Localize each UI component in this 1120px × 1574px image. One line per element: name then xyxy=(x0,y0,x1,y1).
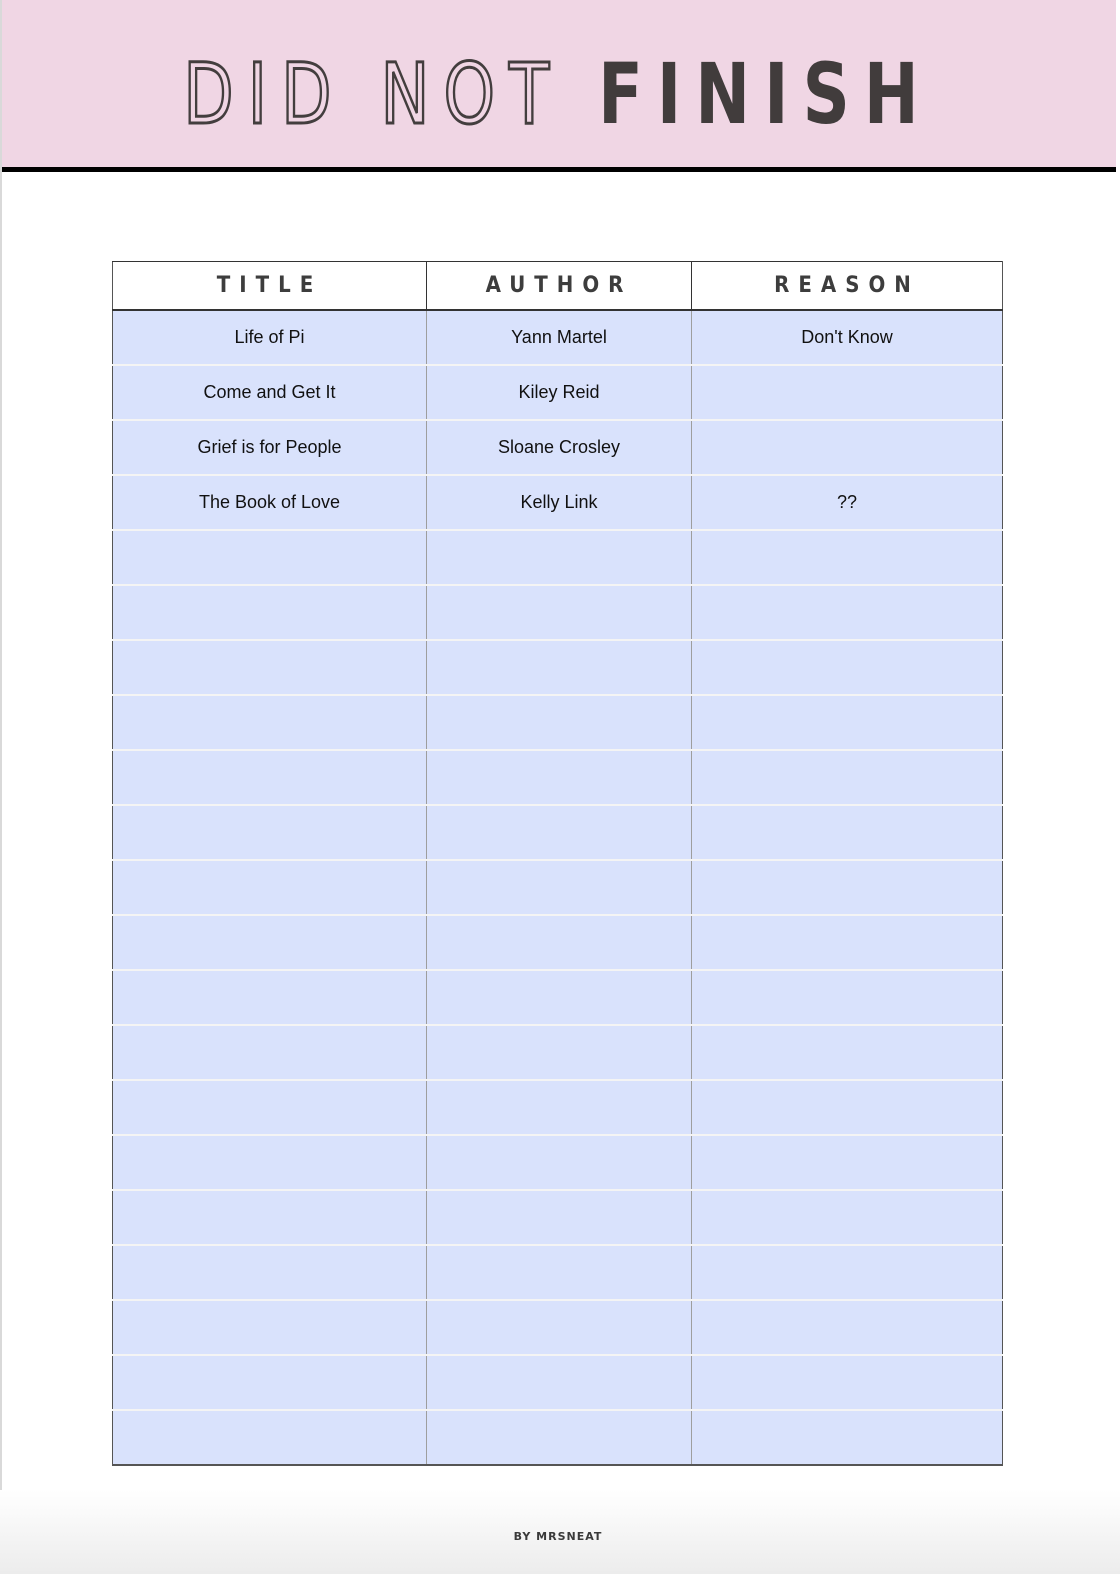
table-row xyxy=(113,1300,1003,1355)
title-cell[interactable]: The Book of Love xyxy=(113,475,427,530)
reason-cell[interactable] xyxy=(692,915,1003,970)
title-cell[interactable]: Come and Get It xyxy=(113,365,427,420)
reason-cell[interactable] xyxy=(692,420,1003,475)
author-cell[interactable] xyxy=(427,530,692,585)
dnf-table-container xyxy=(112,261,1002,1466)
reason-cell[interactable] xyxy=(692,585,1003,640)
author-cell[interactable]: Sloane Crosley xyxy=(427,420,692,475)
table-row xyxy=(113,1245,1003,1300)
reason-cell[interactable] xyxy=(692,750,1003,805)
table-row xyxy=(113,1355,1003,1410)
table-row xyxy=(113,640,1003,695)
column-header-author: AUTHOR xyxy=(427,262,692,311)
title-cell[interactable]: Grief is for People xyxy=(113,420,427,475)
author-cell[interactable] xyxy=(427,1410,692,1465)
title-cell[interactable] xyxy=(113,530,427,585)
reason-cell[interactable] xyxy=(692,805,1003,860)
page-edge xyxy=(0,0,2,1574)
author-cell[interactable] xyxy=(427,805,692,860)
title-cell[interactable] xyxy=(113,970,427,1025)
title-cell[interactable] xyxy=(113,750,427,805)
reason-cell[interactable] xyxy=(692,695,1003,750)
reason-cell[interactable] xyxy=(692,1135,1003,1190)
author-cell[interactable] xyxy=(427,970,692,1025)
table-row xyxy=(113,860,1003,915)
table-row xyxy=(113,530,1003,585)
table-row xyxy=(113,1025,1003,1080)
author-cell[interactable] xyxy=(427,1135,692,1190)
table-row xyxy=(113,750,1003,805)
header-divider xyxy=(2,167,1116,172)
table-row xyxy=(113,365,1003,420)
author-cell[interactable] xyxy=(427,915,692,970)
column-header-title: TITLE xyxy=(113,262,427,311)
reason-cell[interactable] xyxy=(692,530,1003,585)
dnf-table xyxy=(112,261,1003,1466)
title-cell[interactable] xyxy=(113,1355,427,1410)
author-cell[interactable] xyxy=(427,1190,692,1245)
reason-cell[interactable] xyxy=(692,1300,1003,1355)
reason-cell[interactable] xyxy=(692,1080,1003,1135)
author-cell[interactable]: Kiley Reid xyxy=(427,365,692,420)
title-cell[interactable] xyxy=(113,585,427,640)
table-row xyxy=(113,585,1003,640)
author-cell[interactable] xyxy=(427,750,692,805)
author-cell[interactable] xyxy=(427,640,692,695)
footer-credit: BY MRSNEAT xyxy=(513,1530,603,1543)
reason-cell[interactable] xyxy=(692,860,1003,915)
reason-cell[interactable] xyxy=(692,1410,1003,1465)
table-row xyxy=(113,475,1003,530)
reason-cell[interactable] xyxy=(692,365,1003,420)
table-row xyxy=(113,1190,1003,1245)
author-cell[interactable] xyxy=(427,1245,692,1300)
author-cell[interactable] xyxy=(427,1300,692,1355)
table-row xyxy=(113,805,1003,860)
reason-cell[interactable] xyxy=(692,970,1003,1025)
title-cell[interactable] xyxy=(113,1300,427,1355)
table-row xyxy=(113,1410,1003,1465)
title-cell[interactable] xyxy=(113,640,427,695)
title-cell[interactable] xyxy=(113,1135,427,1190)
reason-cell[interactable]: ?? xyxy=(692,475,1003,530)
reason-cell[interactable] xyxy=(692,1190,1003,1245)
author-cell[interactable]: Yann Martel xyxy=(427,310,692,365)
table-header-row xyxy=(113,262,1003,311)
title-cell[interactable] xyxy=(113,1190,427,1245)
author-cell[interactable] xyxy=(427,1080,692,1135)
title-cell[interactable] xyxy=(113,860,427,915)
title-cell[interactable] xyxy=(113,1080,427,1135)
reason-cell[interactable] xyxy=(692,1245,1003,1300)
table-row xyxy=(113,310,1003,365)
table-row xyxy=(113,915,1003,970)
title-cell[interactable] xyxy=(113,1025,427,1080)
reason-cell[interactable]: Don't Know xyxy=(692,310,1003,365)
title-cell[interactable] xyxy=(113,1410,427,1465)
author-cell[interactable] xyxy=(427,585,692,640)
page-title-bold: FINISH xyxy=(598,45,933,143)
table-row xyxy=(113,695,1003,750)
title-cell[interactable] xyxy=(113,1245,427,1300)
author-cell[interactable] xyxy=(427,1025,692,1080)
author-cell[interactable]: Kelly Link xyxy=(427,475,692,530)
author-cell[interactable] xyxy=(427,1355,692,1410)
reason-cell[interactable] xyxy=(692,1025,1003,1080)
author-cell[interactable] xyxy=(427,860,692,915)
table-row xyxy=(113,1080,1003,1135)
table-row xyxy=(113,420,1003,475)
title-cell[interactable] xyxy=(113,805,427,860)
page-title-light: DID NOT xyxy=(183,45,564,143)
table-row xyxy=(113,1135,1003,1190)
table-row xyxy=(113,970,1003,1025)
table-body xyxy=(113,310,1003,1465)
reason-cell[interactable] xyxy=(692,640,1003,695)
reason-cell[interactable] xyxy=(692,1355,1003,1410)
column-header-reason: REASON xyxy=(692,262,1003,311)
title-cell[interactable] xyxy=(113,915,427,970)
author-cell[interactable] xyxy=(427,695,692,750)
title-cell[interactable]: Life of Pi xyxy=(113,310,427,365)
title-cell[interactable] xyxy=(113,695,427,750)
page-title xyxy=(123,44,993,144)
